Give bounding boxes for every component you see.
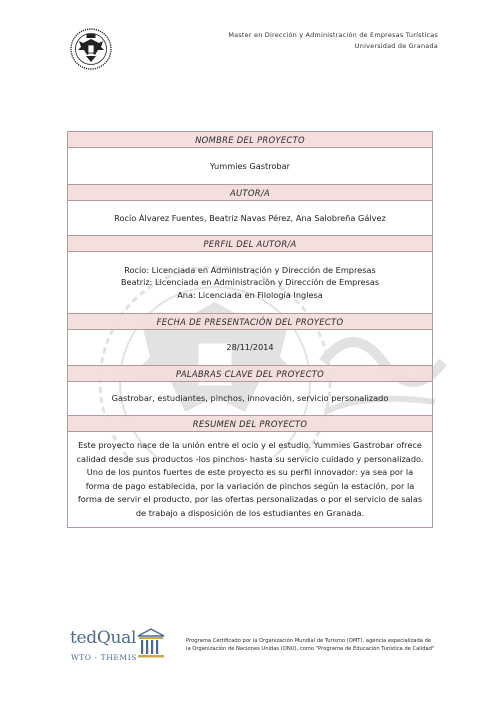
project-name-row bbox=[68, 148, 433, 185]
authors-row bbox=[68, 201, 433, 236]
keywords-heading-row bbox=[68, 366, 433, 382]
authors: Rocío Álvarez Fuentes, Beatriz Navas Pérez, Ana Salobreña Gálvez bbox=[68, 201, 433, 236]
certification-footnote: Programa Certificado por la Organización Mundial de Turismo (OMT), agencia especializada de la Organización de Naciones Unidas (ONU), como "Programa de Educación Turística de Calidad" bbox=[186, 638, 435, 653]
project-name-heading-row bbox=[68, 132, 433, 148]
presentation-date: 28/11/2014 bbox=[68, 330, 433, 366]
keywords-row bbox=[68, 382, 433, 416]
author-profile-line: Beatriz: Licenciada en Administración y Dirección de Empresas bbox=[120, 277, 380, 288]
keywords-heading: PALABRAS CLAVE DEL PROYECTO bbox=[68, 366, 433, 382]
tedqual-building-icon bbox=[136, 628, 166, 660]
date-heading: FECHA DE PRESENTACIÓN DEL PROYECTO bbox=[68, 314, 433, 330]
author-profile-heading-row bbox=[68, 236, 433, 252]
header-line-1: Master en Dirección y Administración de Empresas Turísticas bbox=[228, 31, 438, 39]
summary-heading-row bbox=[68, 416, 433, 432]
author-heading: AUTOR/A bbox=[68, 185, 433, 201]
project-summary: Este proyecto nace de la unión entre el ocio y el estudio. Yummies Gastrobar ofrece calidad desde sus productos -los pinchos- hasta su servicio cuidado y personalizado. Uno de los puntos fuertes de este proyecto es su perfil innovador: ya sea por la forma de pago establecida, por la variación de pinchos según la estación, por la forma de servir el producto, por las ofertas personalizadas o por el servicio de salas de trabajo a disposición de los estudiantes en Granada. bbox=[68, 432, 433, 528]
project-table bbox=[67, 131, 433, 528]
project-name-heading: NOMBRE DEL PROYECTO bbox=[68, 132, 433, 148]
university-seal-icon bbox=[70, 28, 112, 70]
author-heading-row bbox=[68, 185, 433, 201]
date-row bbox=[68, 330, 433, 366]
logo-subtitle: WTO · THEMIS bbox=[71, 653, 138, 662]
keywords: Gastrobar, estudiantes, pinchos, innovación, servicio personalizado bbox=[68, 382, 433, 416]
author-profile-row bbox=[68, 252, 433, 314]
project-name: Yummies Gastrobar bbox=[68, 148, 433, 185]
author-profile-line: Ana: Licenciada en Filología Inglesa bbox=[177, 289, 323, 300]
tedqual-logo bbox=[70, 628, 170, 670]
summary-heading: RESUMEN DEL PROYECTO bbox=[68, 416, 433, 432]
header-text bbox=[228, 30, 438, 52]
summary-row bbox=[68, 432, 433, 528]
header-line-2: Universidad de Granada bbox=[354, 42, 438, 50]
author-profile-heading: PERFIL DEL AUTOR/A bbox=[68, 236, 433, 252]
date-heading-row bbox=[68, 314, 433, 330]
author-profile bbox=[68, 252, 433, 314]
author-profile-line: Rocío: Licenciada en Administración y Dirección de Empresas bbox=[124, 264, 376, 275]
logo-name: tedQual bbox=[70, 628, 137, 648]
